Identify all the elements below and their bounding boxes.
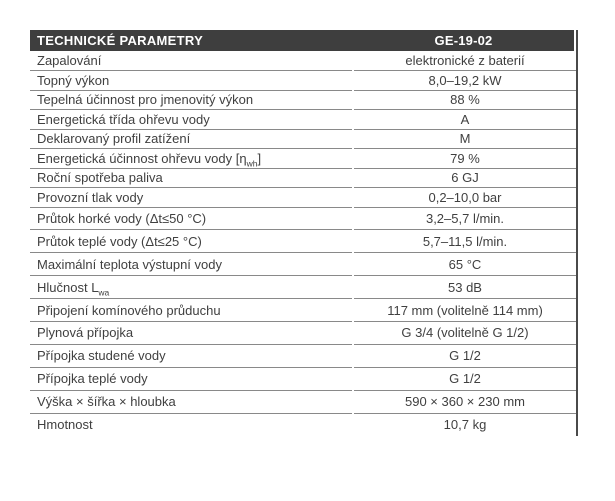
param-label: Topný výkon	[30, 71, 353, 91]
parameters-body	[30, 51, 576, 436]
param-label: Energetická účinnost ohřevu vody $[\eta_{wh}]$	[30, 149, 353, 169]
param-value: 10,7 kg	[443, 417, 487, 433]
param-label: Připojení komínového průduchu	[30, 299, 353, 322]
param-value: 0,2–10,0 bar	[353, 188, 576, 208]
param-value: 79 %	[353, 149, 576, 169]
table-row	[30, 253, 576, 276]
param-label: Tepelná účinnost pro jmenovitý výkon	[30, 90, 353, 110]
param-label: Deklarovaný profil zatížení	[30, 129, 353, 149]
table-row	[30, 90, 576, 110]
table-row	[30, 321, 576, 344]
table-row	[30, 168, 576, 188]
param-value: 8,0–19,2 kW	[353, 71, 576, 91]
table-row	[30, 390, 576, 413]
table-row	[30, 71, 576, 91]
param-value: M	[353, 129, 576, 149]
param-value: 6 GJ	[353, 168, 576, 188]
table-row	[30, 207, 576, 230]
param-value: 5,7–11,5 l/min.	[353, 230, 576, 253]
param-label: Provozní tlak vody	[30, 188, 353, 208]
table-row	[30, 188, 576, 208]
param-label: Plynová přípojka	[30, 321, 353, 344]
param-value: 65 °C	[353, 253, 576, 276]
table-row	[30, 110, 576, 130]
table-row	[30, 413, 576, 436]
param-value: G 1/2	[353, 344, 576, 367]
param-value: G 3/4 (volitelně G 1/2)	[353, 321, 576, 344]
table-row	[30, 367, 576, 390]
technical-parameters-table	[30, 30, 578, 436]
param-label: Přípojka studené vody	[30, 344, 353, 367]
param-label: Hmotnost	[30, 413, 353, 436]
table-row	[30, 230, 576, 253]
param-value: 117 mm (volitelně 114 mm)	[353, 299, 576, 322]
param-value: 88 %	[353, 90, 576, 110]
param-value: 590 × 360 × 230 mm	[353, 390, 576, 413]
table-header-bar	[30, 30, 574, 51]
table-row	[30, 149, 576, 169]
param-label: Hlučnost $L_{wa}$	[30, 276, 353, 299]
table-title: TECHNICKÉ PARAMETRY	[37, 33, 204, 48]
table-row	[30, 129, 576, 149]
param-label: Průtok teplé vody (Δt≤25 °C)	[30, 230, 353, 253]
param-label: Přípojka teplé vody	[30, 367, 353, 390]
param-label: Roční spotřeba paliva	[30, 168, 353, 188]
param-label: Maximální teplota výstupní vody	[30, 253, 353, 276]
param-label: Zapalování	[30, 51, 353, 71]
table-row	[30, 344, 576, 367]
param-value: elektronické z baterií	[353, 51, 576, 71]
param-value: G 1/2	[353, 367, 576, 390]
param-value: 3,2–5,7 l/min.	[353, 207, 576, 230]
param-label: Průtok horké vody (Δt≤50 °C)	[30, 207, 353, 230]
param-label: Výška × šířka × hloubka	[30, 390, 353, 413]
param-label: Energetická třída ohřevu vody	[30, 110, 353, 130]
table-row	[30, 51, 576, 71]
param-value: 53 dB	[353, 276, 576, 299]
table-row	[30, 276, 576, 299]
table-row	[30, 299, 576, 322]
param-value: A	[353, 110, 576, 130]
model-number: GE-19-02	[434, 33, 493, 48]
